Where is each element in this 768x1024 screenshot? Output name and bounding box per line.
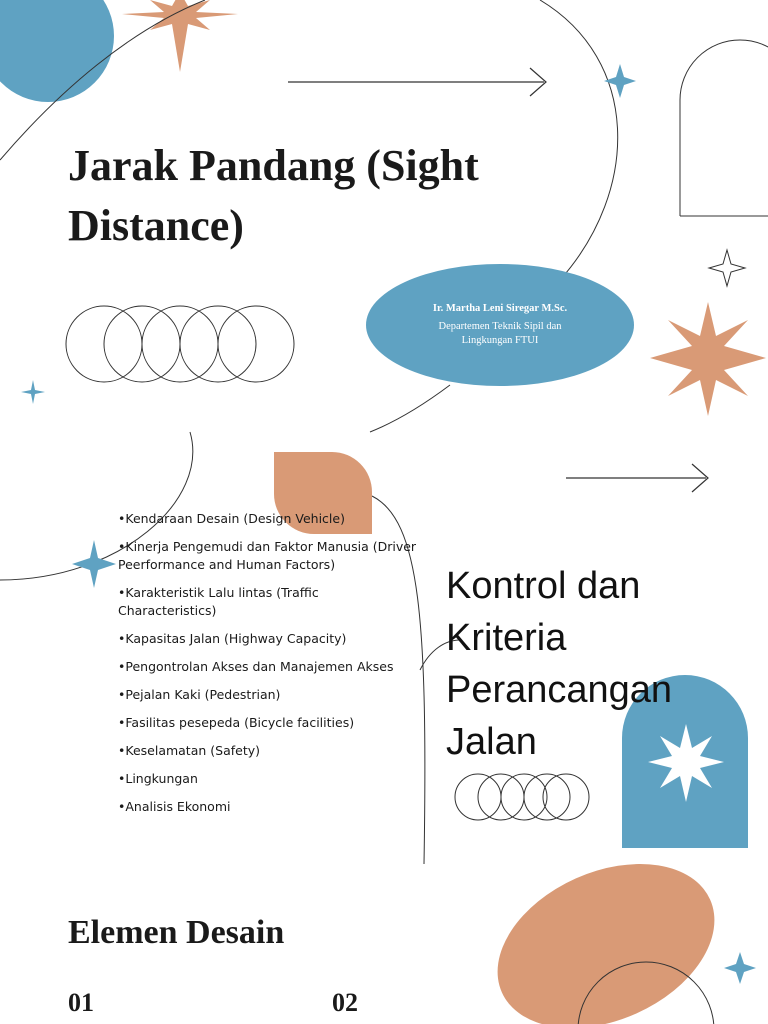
- orange-star-burst-icon: [650, 302, 766, 416]
- section-number: 01: [68, 988, 94, 1017]
- criteria-list: [118, 510, 418, 826]
- chain-circles-shape: [66, 306, 294, 382]
- list-item: •Kinerja Pengemudi dan Faktor Manusia (Driver Peerformance and Human Factors): [118, 539, 417, 572]
- arrow-right-icon: [288, 68, 546, 96]
- list-item: •Fasilitas pesepeda (Bicycle facilities): [118, 715, 355, 730]
- list-item: •Pengontrolan Akses dan Manajemen Akses: [118, 659, 394, 674]
- list-item: •Kapasitas Jalan (Highway Capacity): [118, 631, 347, 646]
- outline-sparkle-icon: [709, 250, 745, 286]
- blue-sparkle-icon: [604, 64, 636, 98]
- slide-title: Jarak Pandang (Sight Distance): [68, 141, 479, 250]
- list-item: •Karakteristik Lalu lintas (Traffic Characteristics): [118, 585, 319, 618]
- curve-line: [540, 0, 618, 280]
- author-card: [366, 264, 634, 386]
- arch-outline-shape: [680, 40, 768, 216]
- section-number: 02: [332, 988, 358, 1017]
- list-item: •Analisis Ekonomi: [118, 799, 231, 814]
- list-item: •Keselamatan (Safety): [118, 743, 261, 758]
- orange-blob-shape: [472, 832, 740, 1024]
- list-item: •Pejalan Kaki (Pedestrian): [118, 687, 281, 702]
- author-name: Ir. Martha Leni Siregar M.Sc.: [432, 303, 568, 314]
- blue-sparkle-icon: [724, 952, 756, 984]
- list-item: •Kendaraan Desain (Design Vehicle): [118, 511, 345, 526]
- blue-sparkle-icon: [72, 540, 116, 588]
- author-department: Departemen Teknik Sipil dan Lingkungan FTUI: [438, 321, 562, 346]
- list-item: •Lingkungan: [118, 771, 198, 786]
- section-heading: Elemen Desain: [68, 914, 285, 951]
- curve-line: [370, 385, 450, 432]
- blue-sparkle-icon: [21, 380, 45, 404]
- arrow-right-icon: [566, 464, 708, 492]
- chain-circles-shape: [455, 774, 589, 820]
- blue-circle-shape: [0, 0, 114, 102]
- section-subtitle: Kontrol dan Kriteria Perancangan Jalan: [446, 565, 673, 763]
